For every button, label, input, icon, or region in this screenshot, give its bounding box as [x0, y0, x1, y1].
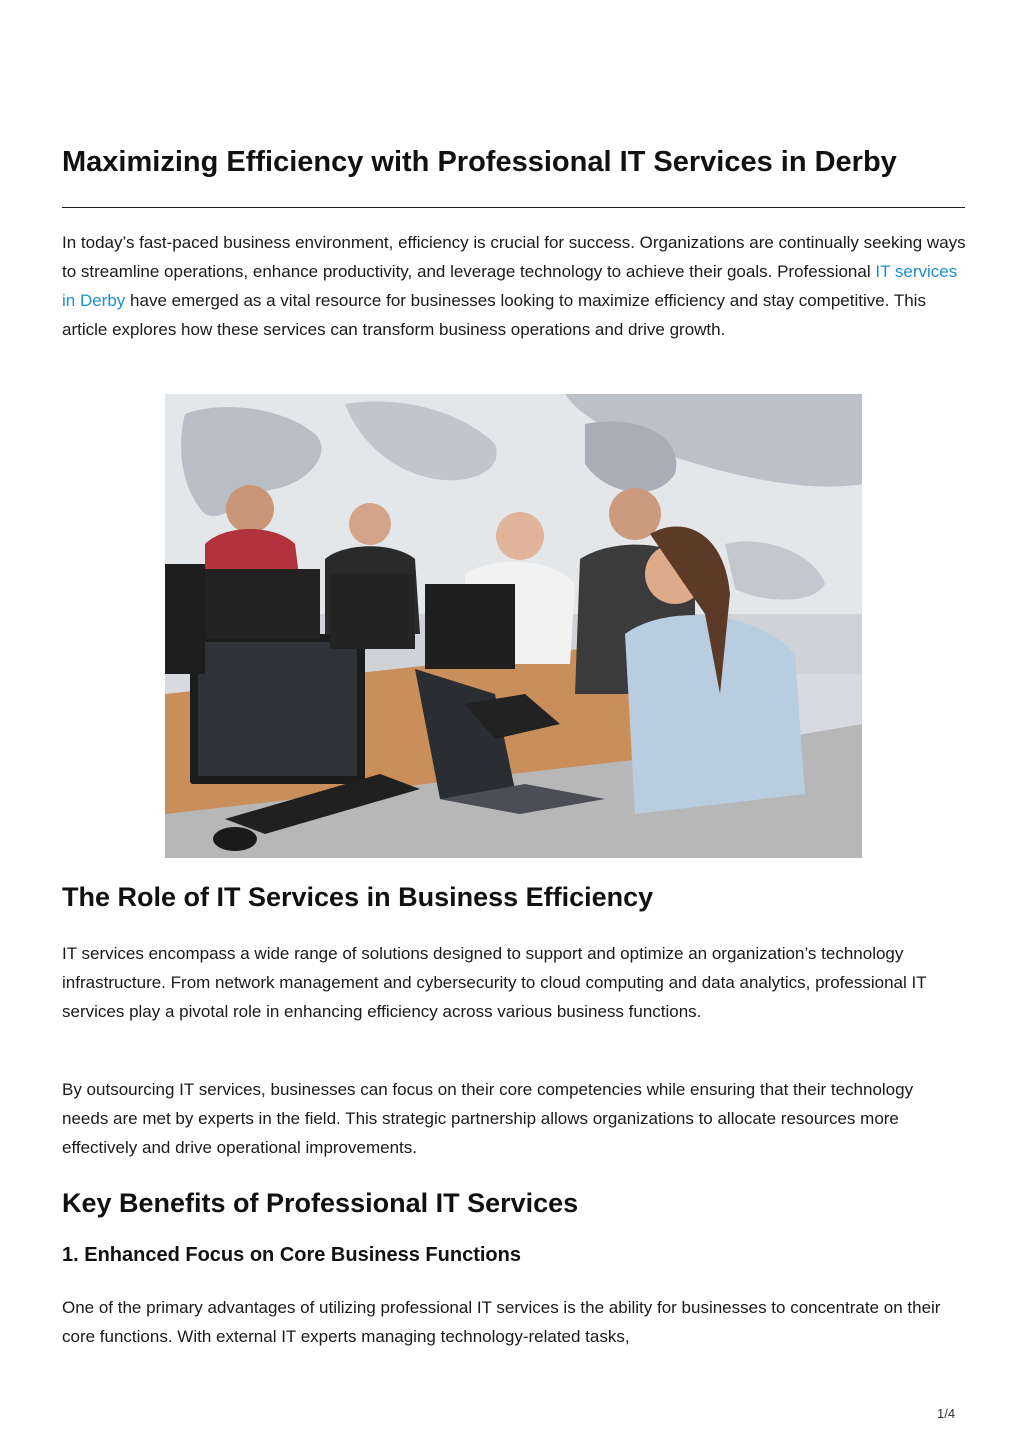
intro-paragraph [62, 228, 967, 344]
section2-paragraph-1: One of the primary advantages of utilizing professional IT services is the ability for businesses to concentrate on their core functions. With external IT experts managing technology-related tasks, [62, 1298, 941, 1346]
it-services-derby-link[interactable]: IT services in Derby [62, 262, 958, 310]
intro-text-before: In today’s fast-paced business environment, efficiency is crucial for success. Organizations are continually seeking ways to streamline operations, enhance productivity, and leverage technology to achieve their goals. Professional [62, 233, 966, 281]
section-heading-role: The Role of IT Services in Business Efficiency [62, 882, 654, 912]
office-team-photo [165, 394, 862, 858]
page-number: 1/4 [937, 1406, 956, 1421]
subheading-core-functions: 1. Enhanced Focus on Core Business Functions [62, 1244, 521, 1266]
section1-paragraph-1: IT services encompass a wide range of solutions designed to support and optimize an organization’s technology infrastructure. From network management and cybersecurity to cloud computing and data analytics, professional IT services play a pivotal role in enhancing efficiency across various business functions. [62, 944, 927, 1021]
section-heading-benefits: Key Benefits of Professional IT Services [62, 1188, 579, 1218]
title-divider [62, 207, 965, 208]
page-title: Maximizing Efficiency with Professional IT Services in Derby [62, 146, 897, 178]
intro-text-after: have emerged as a vital resource for businesses looking to maximize efficiency and stay competitive. This article explores how these services can transform business operations and drive growth. [62, 291, 926, 339]
section1-paragraph-2: By outsourcing IT services, businesses can focus on their core competencies while ensuring that their technology needs are met by experts in the field. This strategic partnership allows organizations to allocate resources more effectively and drive operational improvements. [62, 1080, 914, 1157]
